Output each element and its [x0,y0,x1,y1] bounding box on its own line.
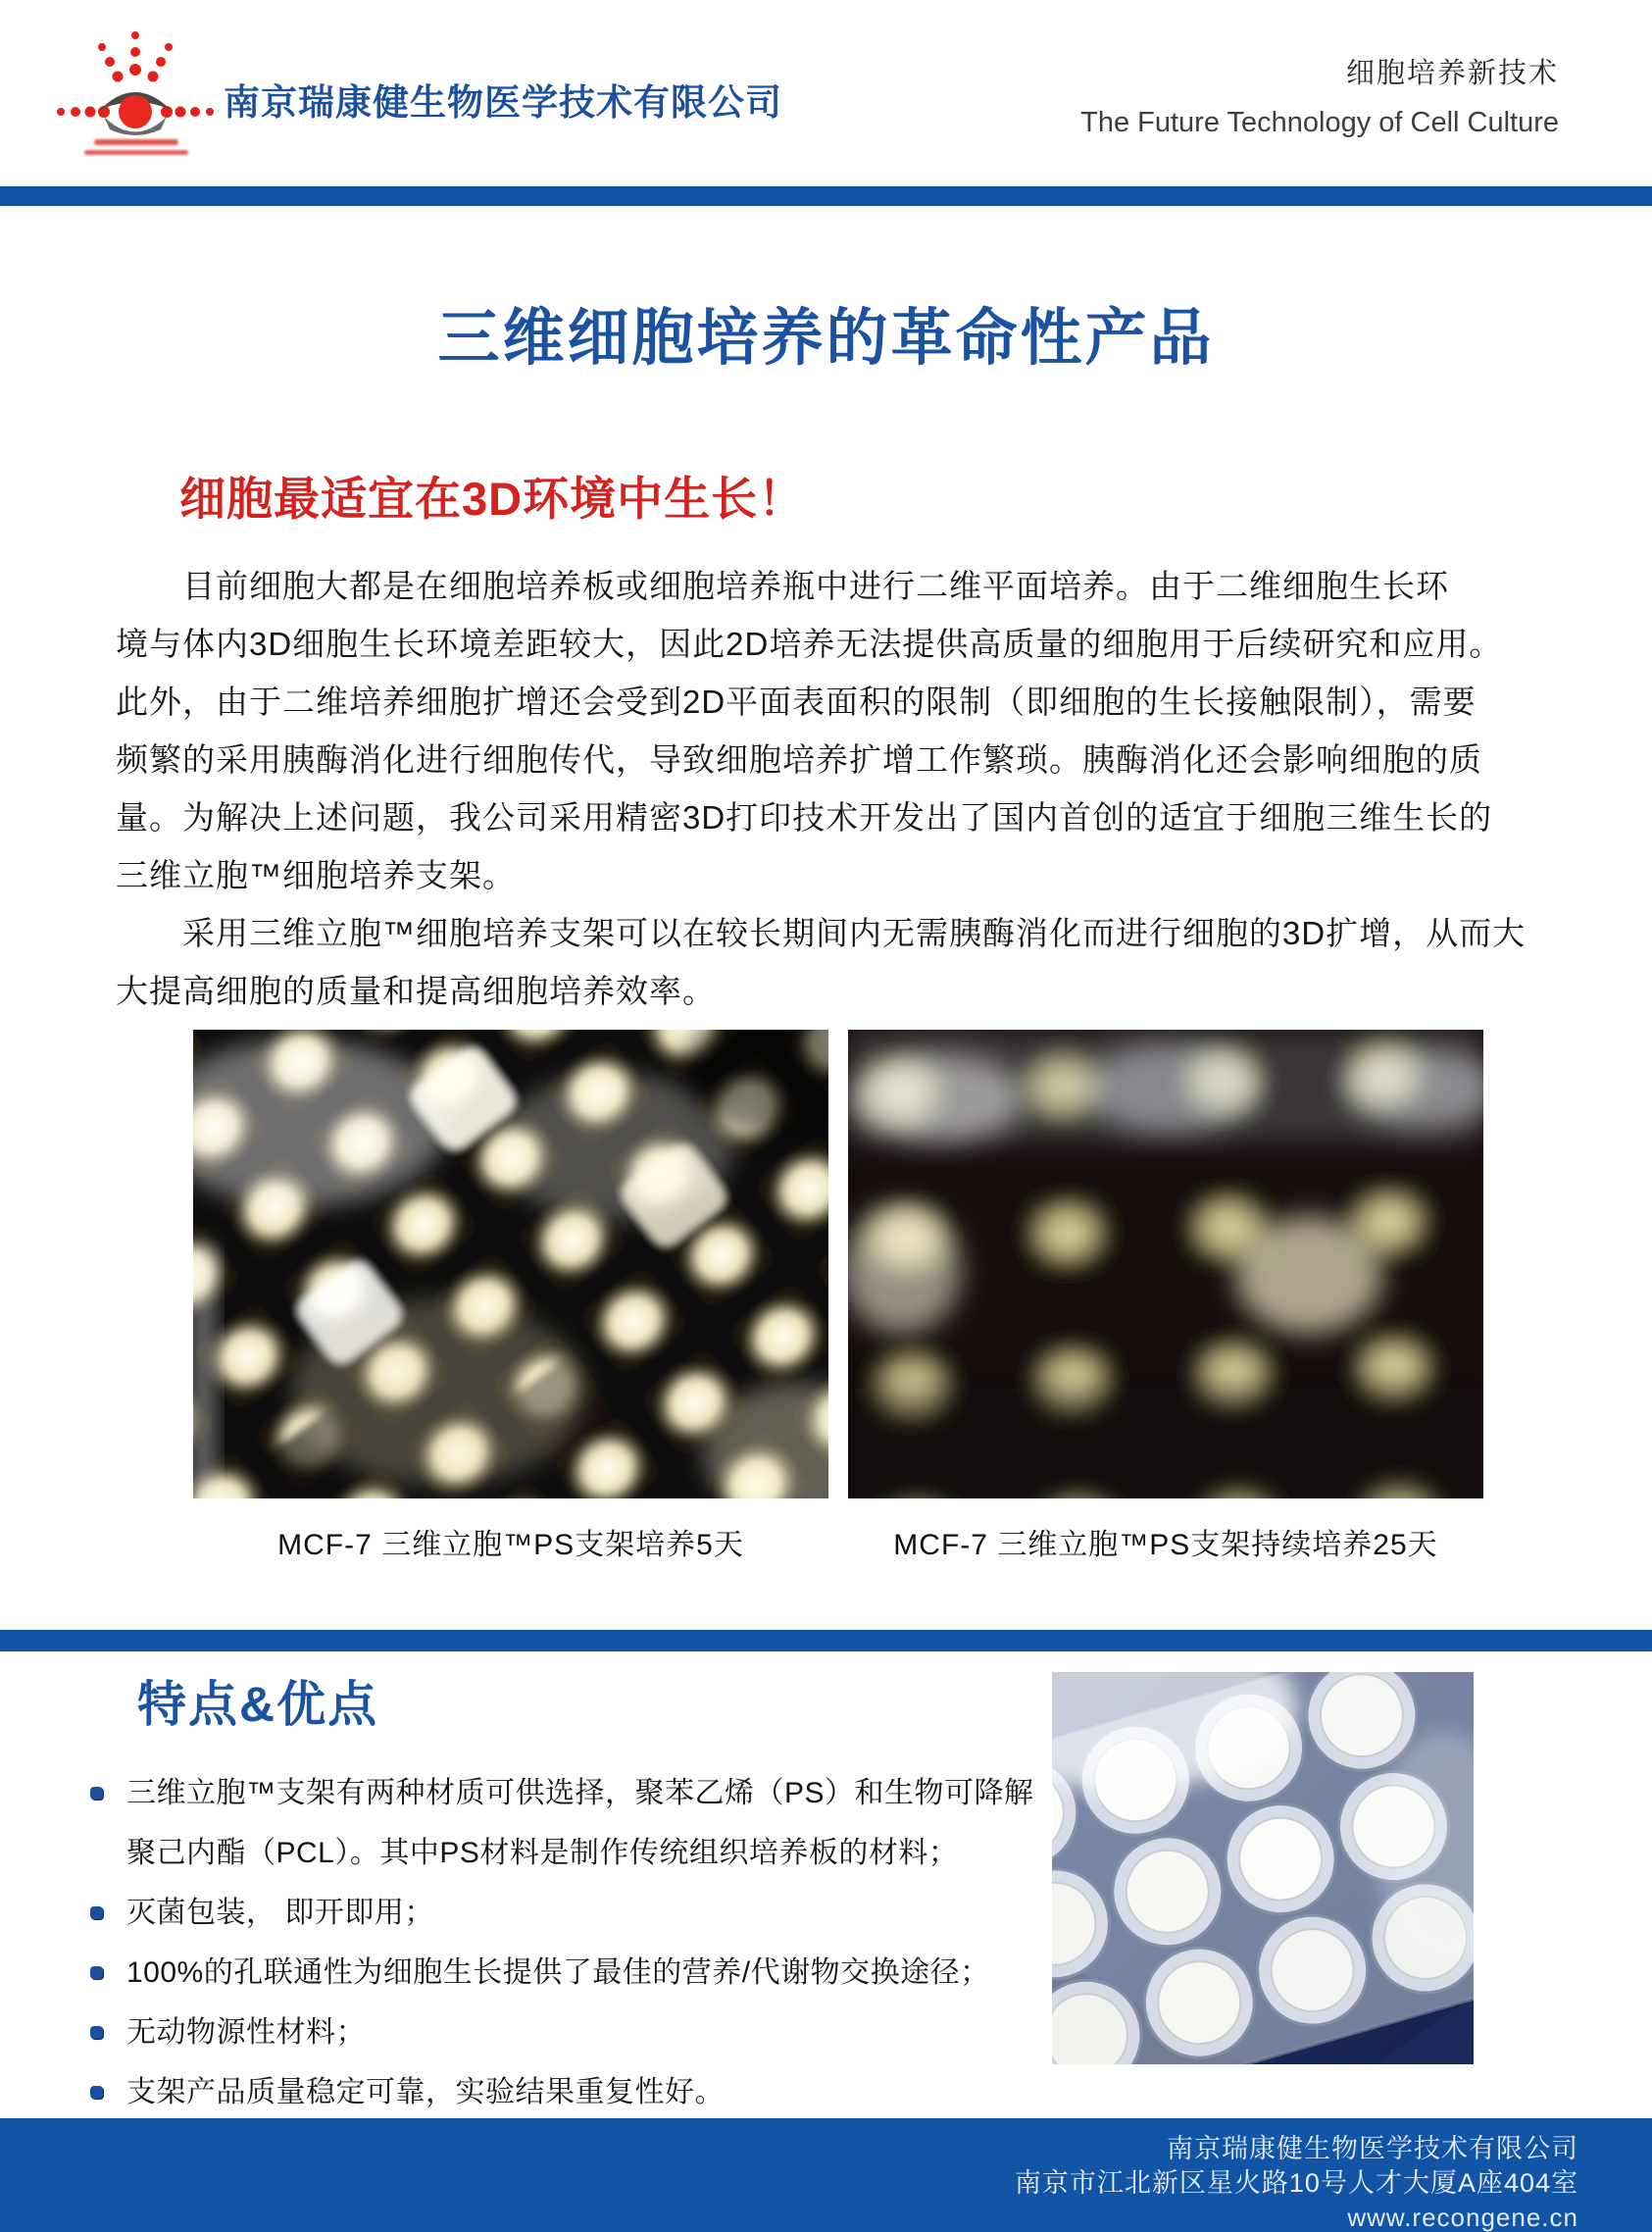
bullet-icon [90,1906,103,1919]
section-divider-bar [0,1630,1652,1651]
intro-line: 目前细胞大都是在细胞培养板或细胞培养瓶中进行二维平面培养。由于二维细胞生长环 [116,568,1449,604]
bullet-icon [90,2086,103,2099]
eye-pupil [119,95,152,128]
logo-subtext [84,139,188,155]
features-bullet-list [90,1765,1034,2124]
tagline-en: The Future Technology of Cell Culture [1080,107,1559,138]
section-subtitle: 细胞最适宜在3D环境中生长！ [179,473,806,525]
header-divider-bar [0,186,1652,206]
company-name: 南京瑞康健生物医学技术有限公司 [224,82,782,123]
figure-caption-day5: MCF-7 三维立胞™PS支架培养5天 [277,1529,744,1561]
microscopy-image-day5 [193,1030,828,1498]
footer-address: 南京市江北新区星火路10号人才大厦A座404室 [1014,2168,1578,2198]
intro-line: 三维立胞™细胞培养支架。 [116,857,516,893]
intro-line: 此外，由于二维培养细胞扩增还会受到2D平面表面积的限制（即细胞的生长接触限制），需要 [116,684,1477,720]
intro-line: 采用三维立胞™细胞培养支架可以在较长期间内无需胰酶消化而进行细胞的3D扩增，从而大 [116,915,1527,951]
page-title: 三维细胞培养的革命性产品 [437,304,1215,373]
intro-line: 量。为解决上述问题，我公司采用精密3D打印技术开发出了国内首创的适宜于细胞三维生长的 [116,799,1493,836]
well-plate-photo [1052,1672,1474,2064]
features-heading: 特点&优点 [137,1677,379,1732]
bullet-icon [90,1966,103,1979]
tagline-zh: 细胞培养新技术 [1345,58,1559,89]
footer-website: www.recongene.cn [1347,2203,1578,2232]
bullet-item: 100%的孔联通性为细胞生长提供了最佳的营养/代谢物交换途径； [90,1945,1031,2004]
bullet-item: 支架产品质量稳定可靠，实验结果重复性好。 [90,2064,1031,2124]
bullet-item: 无动物源性材料； [90,2004,1031,2064]
bullet-item: 灭菌包装， 即开即用； [90,1885,1031,1945]
microscopy-image-day25 [848,1030,1483,1498]
bullet-icon [90,2026,103,2039]
eye-logo-graphic [51,20,220,161]
scaffold-grid-photo-day5 [193,1030,828,1498]
well-plate-graphic [1052,1672,1474,2064]
bullet-icon [90,1787,103,1800]
intro-line: 大提高细胞的质量和提高细胞培养效率。 [116,973,716,1009]
bullet-item-continuation: 聚己内酯（PCL）。其中PS材料是制作传统组织培养板的材料； [126,1837,959,1869]
intro-line: 频繁的采用胰酶消化进行细胞传代，导致细胞培养扩增工作繁琐。胰酶消化还会影响细胞的质 [116,741,1482,778]
header-taglines [1080,51,1559,139]
intro-line: 境与体内3D细胞生长环境差距较大，因此2D培养无法提供高质量的细胞用于后续研究和应用。 [116,626,1503,662]
figure-caption-day25: MCF-7 三维立胞™PS支架持续培养25天 [893,1529,1438,1561]
scaffold-grid-photo-day25 [848,1030,1483,1498]
company-logo [51,20,220,161]
intro-paragraphs [116,557,1547,1020]
footer [0,2118,1652,2232]
bullet-item: 三维立胞™支架有两种材质可供选择，聚苯乙烯（PS）和生物可降解 [90,1765,1031,1825]
footer-company: 南京瑞康健生物医学技术有限公司 [1167,2134,1578,2163]
